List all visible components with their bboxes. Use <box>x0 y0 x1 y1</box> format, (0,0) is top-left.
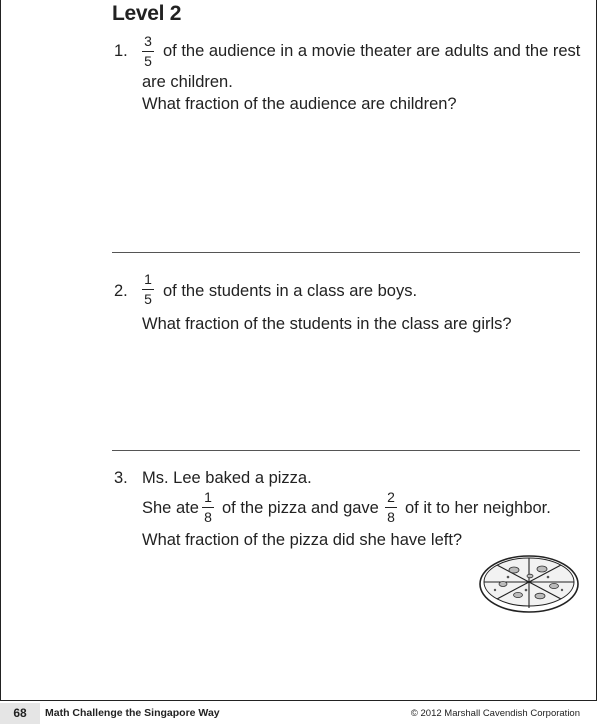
question-3-line-2-end: of it to her neighbor. <box>405 499 551 517</box>
question-3-line-2-middle: of the pizza and gave <box>222 499 379 517</box>
question-1-line-1: of the audience in a movie theater are adults and the rest <box>163 42 581 60</box>
question-1-prompt: What fraction of the audience are children? <box>142 95 457 113</box>
fraction-numerator: 1 <box>204 489 212 505</box>
question-3-fraction-1 <box>202 490 214 525</box>
question-2-prompt: What fraction of the students in the class are girls? <box>142 315 512 333</box>
question-2-number: 2. <box>114 282 128 300</box>
question-3-line-2-start: She ate <box>142 499 199 517</box>
page-footer <box>0 703 600 724</box>
question-1-number: 1. <box>114 42 128 60</box>
fraction-bar <box>385 507 397 508</box>
fraction-bar <box>142 289 154 290</box>
question-1-line-2: are children. <box>142 73 233 91</box>
divider-1 <box>112 252 580 253</box>
question-3-fraction-2 <box>385 490 397 525</box>
book-title: Math Challenge the Singapore Way <box>45 707 220 719</box>
fraction-denominator: 8 <box>204 509 212 525</box>
question-1-fraction <box>142 34 154 69</box>
level-title: Level 2 <box>112 2 182 25</box>
fraction-bar <box>202 507 214 508</box>
fraction-denominator: 5 <box>144 291 152 307</box>
fraction-numerator: 1 <box>144 271 152 287</box>
pizza-illustration-icon <box>478 550 580 614</box>
question-3-line-1: Ms. Lee baked a pizza. <box>142 469 312 487</box>
fraction-numerator: 3 <box>144 33 152 49</box>
copyright-notice: © 2012 Marshall Cavendish Corporation <box>410 708 580 719</box>
question-3-number: 3. <box>114 469 128 487</box>
question-2-fraction <box>142 272 154 307</box>
question-2-line-1: of the students in a class are boys. <box>163 282 418 300</box>
fraction-bar <box>142 51 154 52</box>
divider-2 <box>112 450 580 451</box>
fraction-denominator: 8 <box>387 509 395 525</box>
fraction-denominator: 5 <box>144 53 152 69</box>
page-number: 68 <box>0 703 40 724</box>
fraction-numerator: 2 <box>387 489 395 505</box>
question-3-prompt: What fraction of the pizza did she have left? <box>142 531 463 549</box>
